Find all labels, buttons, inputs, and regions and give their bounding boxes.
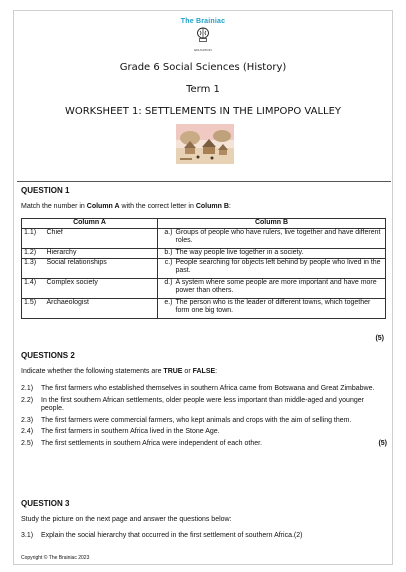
- row-letter: b.): [158, 249, 174, 259]
- item-text: The first farmers in southern Africa lived in the Stone Age.: [41, 428, 220, 436]
- list-item: [21, 440, 387, 449]
- row-letter: a.): [158, 229, 174, 249]
- question-1-instruction: Match the number in Column A with the correct letter in Column B:: [21, 203, 231, 210]
- list-item: [21, 397, 387, 414]
- row-number: 1.2): [22, 249, 45, 259]
- column-b-header: Column B: [158, 219, 386, 229]
- item-number: 2.5): [21, 439, 34, 447]
- column-a-term: Social relationships: [45, 259, 158, 279]
- brand-tagline: EDUCATION: [194, 48, 212, 52]
- matching-table: [21, 218, 386, 319]
- item-number: 2.2): [21, 396, 34, 404]
- column-b-definition: People searching for objects left behind by people who lived in the past.: [174, 259, 386, 279]
- row-number: 1.1): [22, 229, 45, 249]
- column-a-header: Column A: [22, 219, 158, 229]
- list-item: [21, 428, 387, 437]
- term-title: Term 1: [186, 84, 220, 95]
- grade-title: Grade 6 Social Sciences (History): [119, 62, 287, 73]
- item-number: 3.1): [21, 532, 34, 539]
- column-a-term: Archaeologist: [45, 299, 158, 319]
- item-text: In the first southern African settlements, older people were less important than middle-aged and younger people.: [41, 396, 364, 413]
- table-row: [22, 259, 386, 279]
- table-row: [22, 249, 386, 259]
- table-row: [22, 299, 386, 319]
- row-number: 1.5): [22, 299, 45, 319]
- item-text: Explain the social hierarchy that occurred in the first settlement of southern Africa.(2): [41, 532, 303, 539]
- table-row: [22, 279, 386, 299]
- question-3-list: [21, 532, 387, 541]
- row-letter: e.): [158, 299, 174, 319]
- column-b-definition: Groups of people who have rulers, live together and have different roles.: [174, 229, 386, 249]
- item-number: 2.3): [21, 416, 34, 424]
- worksheet-title: WORKSHEET 1: SETTLEMENTS IN THE LIMPOPO VALLEY: [64, 106, 342, 117]
- column-a-term: Complex society: [45, 279, 158, 299]
- question-2-heading: QUESTIONS 2: [21, 351, 75, 360]
- row-number: 1.3): [22, 259, 45, 279]
- column-b-definition: The person who is the leader of different towns, which together form one big town.: [174, 299, 386, 319]
- question-1-heading: QUESTION 1: [21, 186, 70, 195]
- brain-logo-icon: [196, 27, 210, 43]
- item-text: The first settlements in southern Africa were independent of each other.: [41, 439, 263, 447]
- list-item: [21, 532, 387, 541]
- column-a-term: Chief: [45, 229, 158, 249]
- list-item: [21, 417, 387, 426]
- table-row: [22, 229, 386, 249]
- item-number: 2.1): [21, 385, 34, 392]
- question-2-marks: (5): [378, 439, 387, 447]
- table-header-row: [22, 219, 386, 229]
- row-number: 1.4): [22, 279, 45, 299]
- column-b-definition: The way people live together in a society.: [174, 249, 386, 259]
- question-2-list: [21, 385, 387, 449]
- column-a-term: Hierarchy: [45, 249, 158, 259]
- item-text: The first farmers were commercial farmers, who kept animals and crops with the aim of selling them.: [41, 416, 352, 424]
- row-letter: c.): [158, 259, 174, 279]
- brand-block: [0, 18, 406, 52]
- question-2-instruction: Indicate whether the following statements are TRUE or FALSE:: [21, 368, 218, 375]
- question-3-heading: QUESTION 3: [21, 499, 70, 508]
- item-number: 2.4): [21, 428, 34, 436]
- copyright-footer: Copyright © The Brainiac 2023: [21, 555, 90, 561]
- divider-top: [17, 181, 391, 182]
- item-text: The first farmers who established themselves in southern Africa came from Botswana and Great Zimbabwe.: [41, 385, 375, 392]
- column-b-definition: A system where some people are more important and have more power than others.: [174, 279, 386, 299]
- settlement-illustration: [176, 124, 234, 164]
- brand-name: The Brainiac: [180, 18, 226, 25]
- question-3-instruction: Study the picture on the next page and answer the questions below:: [21, 516, 232, 523]
- question-1-marks: (5): [375, 335, 384, 342]
- list-item: [21, 385, 387, 394]
- row-letter: d.): [158, 279, 174, 299]
